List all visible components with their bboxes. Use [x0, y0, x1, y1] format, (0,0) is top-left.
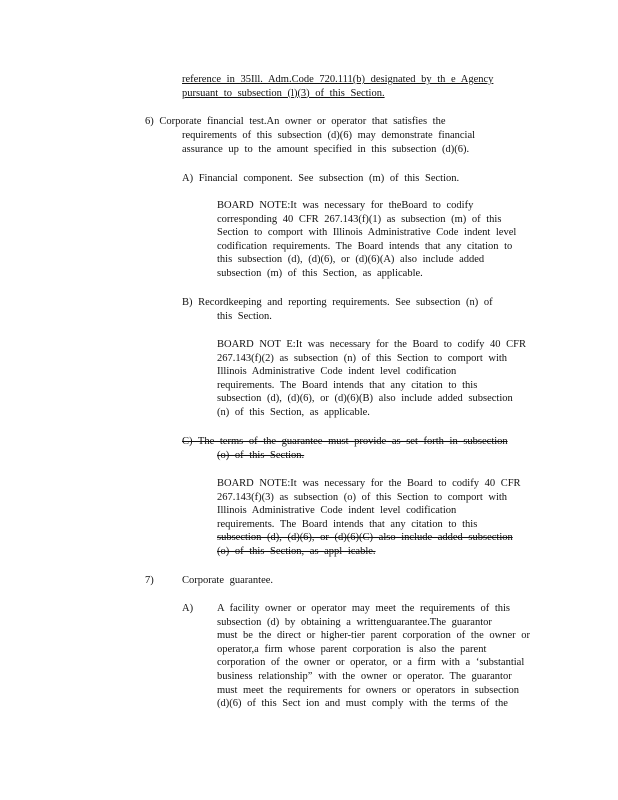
note-line: subsection (d), (d)(6), or (d)(6)(B) also include added subsection: [217, 393, 513, 405]
note-line: Section to comport with Illinois Administrative Code indent level: [217, 227, 517, 239]
item-6b-board-note: [217, 338, 526, 420]
note-line: BOARD NOTE:It was necessary for the Board to codify 40 CFR: [217, 478, 521, 489]
item-7a-body: [217, 602, 530, 711]
deleted-line: (o) of this Section, as appl icable.: [217, 545, 376, 557]
item-7a-line: (d)(6) of this Sect ion and must comply with the terms of the: [217, 698, 508, 710]
item-7a-line: business relationship” with the owner or operator. The guarantor: [217, 670, 512, 682]
item-6a-line: A) Financial component. See subsection (m) of this Section.: [182, 173, 460, 184]
note-line: BOARD NOTE:It was necessary for theBoard to codify: [217, 200, 474, 211]
note-line: BOARD NOT E:It was necessary for the Board to codify 40 CFR: [217, 339, 526, 350]
item-6b-line: this Section.: [217, 311, 272, 322]
note-line: requirements. The Board intends that any citation to this: [217, 379, 478, 391]
item-7-number: 7): [145, 575, 154, 586]
note-line: subsection (m) of this Section, as applicable.: [217, 267, 423, 279]
item-6c-cont: [217, 449, 304, 463]
item-6b-cont: [217, 310, 272, 324]
reference-line: pursuant to subsection (l)(3) of this Section.: [182, 87, 385, 99]
item-7a-line: operator,a firm whose parent corporation is also the parent: [217, 643, 487, 655]
note-line: requirements. The Board intends that any citation to this: [217, 518, 478, 530]
note-line: 267.143(f)(2) as subsection (n) of this Section to comport with: [217, 352, 508, 364]
reference-line: reference in 35Ill. Adm.Code 720.111(b) designated by th e Agency: [182, 74, 494, 85]
item-6-body: [182, 129, 475, 156]
deleted-line: subsection (d), (d)(6), or (d)(6)(C) also include added subsection: [217, 532, 513, 544]
note-line: Illinois Administrative Code indent level codification: [217, 505, 457, 517]
item-6b-line: B) Recordkeeping and reporting requirements. See subsection (n) of: [182, 297, 493, 308]
top-reference: [182, 73, 493, 100]
item-6a: [182, 172, 459, 186]
item-7-title-text: Corporate guarantee.: [182, 575, 274, 586]
item-6c-board-note: [217, 477, 521, 559]
item-6-line: requirements of this subsection (d)(6) may demonstrate financial: [182, 130, 476, 141]
item-7a-label: A): [182, 603, 194, 614]
item-6c-label: [182, 435, 508, 449]
item-7a-line: subsection (d) by obtaining a writtenguarantee.The guarantor: [217, 616, 492, 628]
item-6-line: 6) Corporate financial test.An owner or operator that satisfies the: [145, 116, 446, 127]
item-6a-board-note: [217, 199, 516, 281]
deleted-line: C) The terms of the guarantee must provide as set forth in subsection: [182, 436, 508, 447]
item-6-heading: [145, 115, 446, 129]
deleted-line: (o) of this Section.: [217, 450, 305, 461]
item-6b-label: [182, 296, 493, 310]
note-line: Illinois Administrative Code indent level codification: [217, 366, 457, 378]
item-7-title: [182, 574, 273, 588]
item-7a-line: must be the direct or higher-tier parent corporation of the owner or: [217, 630, 530, 642]
item-7a-line: corporation of the owner or operator, or a firm with a ‘substantial: [217, 657, 525, 669]
note-line: 267.143(f)(3) as subsection (o) of this Section to comport with: [217, 491, 508, 503]
note-line: corresponding 40 CFR 267.143(f)(1) as subsection (m) of this: [217, 213, 502, 225]
item-7a-line: must meet the requirements for owners or operators in subsection: [217, 684, 519, 696]
note-line: this subsection (d), (d)(6), or (d)(6)(A) also include added: [217, 254, 485, 266]
note-line: (n) of this Section, as applicable.: [217, 406, 370, 418]
item-6-line: assurance up to the amount specified in this subsection (d)(6).: [182, 143, 470, 155]
item-7a-line: A facility owner or operator may meet the requirements of this: [217, 603, 510, 614]
note-line: codification requirements. The Board intends that any citation to: [217, 240, 513, 252]
